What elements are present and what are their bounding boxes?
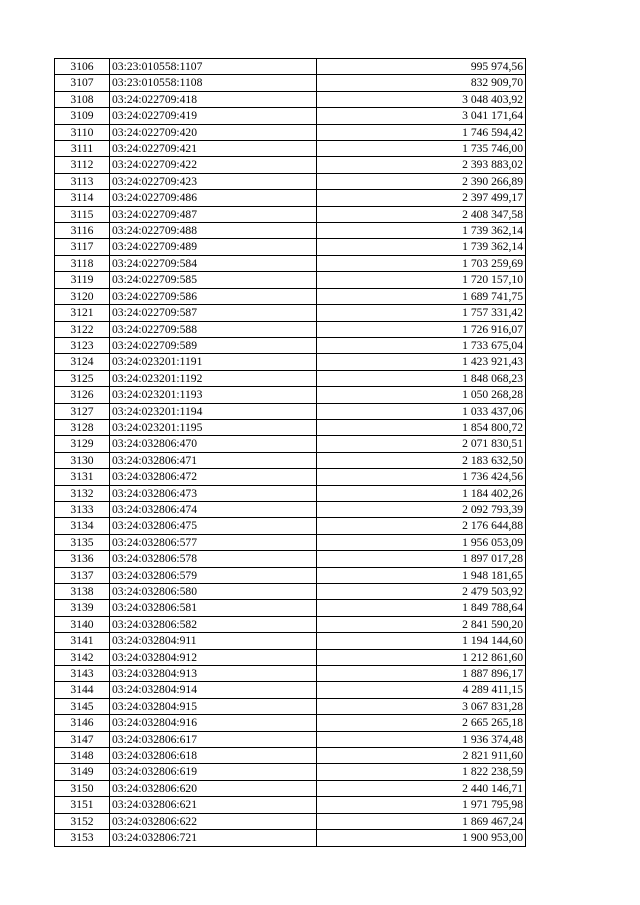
cadastral-value-cell: 1 746 594,42 bbox=[317, 124, 526, 140]
row-number-cell: 3113 bbox=[55, 173, 110, 189]
row-number-cell: 3141 bbox=[55, 633, 110, 649]
cadastral-value-cell: 2 176 644,88 bbox=[317, 518, 526, 534]
table-row bbox=[55, 124, 526, 140]
row-number-cell: 3116 bbox=[55, 223, 110, 239]
row-number-cell: 3148 bbox=[55, 748, 110, 764]
cadastral-value-cell: 1 033 437,06 bbox=[317, 403, 526, 419]
table-row bbox=[55, 387, 526, 403]
cadastral-value-cell: 2 665 265,18 bbox=[317, 715, 526, 731]
cadastral-value-cell: 2 393 883,02 bbox=[317, 157, 526, 173]
table-row bbox=[55, 616, 526, 632]
cadastral-number-cell: 03:24:022709:422 bbox=[110, 157, 317, 173]
cadastral-number-cell: 03:24:022709:586 bbox=[110, 288, 317, 304]
cadastral-number-cell: 03:24:023201:1194 bbox=[110, 403, 317, 419]
cadastral-value-cell: 1 689 741,75 bbox=[317, 288, 526, 304]
table-row bbox=[55, 354, 526, 370]
cadastral-number-cell: 03:24:032806:617 bbox=[110, 731, 317, 747]
cadastral-value-cell: 1 849 788,64 bbox=[317, 600, 526, 616]
table-row bbox=[55, 141, 526, 157]
table-row bbox=[55, 780, 526, 796]
cadastral-value-cell: 1 956 053,09 bbox=[317, 534, 526, 550]
row-number-cell: 3136 bbox=[55, 551, 110, 567]
cadastral-value-cell: 4 289 411,15 bbox=[317, 682, 526, 698]
cadastral-value-cell: 1 720 157,10 bbox=[317, 272, 526, 288]
table-row bbox=[55, 830, 526, 846]
cadastral-value-cell: 1 423 921,43 bbox=[317, 354, 526, 370]
cadastral-value-cell: 2 841 590,20 bbox=[317, 616, 526, 632]
row-number-cell: 3133 bbox=[55, 501, 110, 517]
table-row bbox=[55, 698, 526, 714]
row-number-cell: 3118 bbox=[55, 255, 110, 271]
cadastral-number-cell: 03:24:032806:581 bbox=[110, 600, 317, 616]
cadastral-value-cell: 1 848 068,23 bbox=[317, 370, 526, 386]
table-row bbox=[55, 518, 526, 534]
row-number-cell: 3120 bbox=[55, 288, 110, 304]
cadastral-number-cell: 03:24:032806:621 bbox=[110, 797, 317, 813]
cadastral-number-cell: 03:24:022709:584 bbox=[110, 255, 317, 271]
cadastral-number-cell: 03:24:032806:582 bbox=[110, 616, 317, 632]
cadastral-value-cell: 1 936 374,48 bbox=[317, 731, 526, 747]
table-row bbox=[55, 91, 526, 107]
table-row bbox=[55, 649, 526, 665]
table-row bbox=[55, 731, 526, 747]
table-row bbox=[55, 469, 526, 485]
cadastral-value-cell: 2 440 146,71 bbox=[317, 780, 526, 796]
row-number-cell: 3106 bbox=[55, 59, 110, 75]
cadastral-number-cell: 03:24:022709:588 bbox=[110, 321, 317, 337]
row-number-cell: 3124 bbox=[55, 354, 110, 370]
cadastral-number-cell: 03:23:010558:1108 bbox=[110, 75, 317, 91]
cadastral-number-cell: 03:24:022709:585 bbox=[110, 272, 317, 288]
table-row bbox=[55, 305, 526, 321]
table-row bbox=[55, 452, 526, 468]
table-row bbox=[55, 682, 526, 698]
cadastral-value-cell: 1 736 424,56 bbox=[317, 469, 526, 485]
table-row bbox=[55, 485, 526, 501]
cadastral-value-cell: 1 184 402,26 bbox=[317, 485, 526, 501]
row-number-cell: 3147 bbox=[55, 731, 110, 747]
table-row bbox=[55, 337, 526, 353]
row-number-cell: 3109 bbox=[55, 108, 110, 124]
cadastral-value-table bbox=[54, 58, 526, 847]
row-number-cell: 3140 bbox=[55, 616, 110, 632]
cadastral-value-cell: 3 067 831,28 bbox=[317, 698, 526, 714]
row-number-cell: 3107 bbox=[55, 75, 110, 91]
cadastral-number-cell: 03:24:032804:914 bbox=[110, 682, 317, 698]
cadastral-number-cell: 03:24:032806:577 bbox=[110, 534, 317, 550]
cadastral-number-cell: 03:24:032806:622 bbox=[110, 813, 317, 829]
cadastral-value-cell: 1 194 144,60 bbox=[317, 633, 526, 649]
row-number-cell: 3132 bbox=[55, 485, 110, 501]
cadastral-number-cell: 03:24:032806:618 bbox=[110, 748, 317, 764]
row-number-cell: 3151 bbox=[55, 797, 110, 813]
cadastral-number-cell: 03:24:023201:1192 bbox=[110, 370, 317, 386]
table-row bbox=[55, 748, 526, 764]
table-row bbox=[55, 173, 526, 189]
cadastral-value-cell: 1 854 800,72 bbox=[317, 419, 526, 435]
cadastral-value-cell: 2 397 499,17 bbox=[317, 190, 526, 206]
cadastral-value-cell: 832 909,70 bbox=[317, 75, 526, 91]
cadastral-number-cell: 03:24:032804:911 bbox=[110, 633, 317, 649]
cadastral-number-cell: 03:24:032806:474 bbox=[110, 501, 317, 517]
table-row bbox=[55, 272, 526, 288]
cadastral-number-cell: 03:24:023201:1193 bbox=[110, 387, 317, 403]
table-row bbox=[55, 223, 526, 239]
row-number-cell: 3119 bbox=[55, 272, 110, 288]
table-row bbox=[55, 108, 526, 124]
cadastral-number-cell: 03:24:032806:578 bbox=[110, 551, 317, 567]
table-row bbox=[55, 288, 526, 304]
cadastral-number-cell: 03:24:032804:912 bbox=[110, 649, 317, 665]
cadastral-number-cell: 03:24:032806:475 bbox=[110, 518, 317, 534]
cadastral-value-cell: 2 071 830,51 bbox=[317, 436, 526, 452]
cadastral-number-cell: 03:24:022709:486 bbox=[110, 190, 317, 206]
row-number-cell: 3122 bbox=[55, 321, 110, 337]
cadastral-number-cell: 03:24:032806:580 bbox=[110, 584, 317, 600]
cadastral-number-cell: 03:24:032806:472 bbox=[110, 469, 317, 485]
cadastral-number-cell: 03:24:032806:471 bbox=[110, 452, 317, 468]
table-row bbox=[55, 534, 526, 550]
table-row bbox=[55, 59, 526, 75]
cadastral-number-cell: 03:23:010558:1107 bbox=[110, 59, 317, 75]
cadastral-value-cell: 1 971 795,98 bbox=[317, 797, 526, 813]
table-row bbox=[55, 239, 526, 255]
cadastral-number-cell: 03:24:022709:587 bbox=[110, 305, 317, 321]
row-number-cell: 3111 bbox=[55, 141, 110, 157]
cadastral-number-cell: 03:24:022709:489 bbox=[110, 239, 317, 255]
row-number-cell: 3127 bbox=[55, 403, 110, 419]
cadastral-value-cell: 2 183 632,50 bbox=[317, 452, 526, 468]
table-row bbox=[55, 551, 526, 567]
cadastral-number-cell: 03:24:022709:418 bbox=[110, 91, 317, 107]
row-number-cell: 3129 bbox=[55, 436, 110, 452]
row-number-cell: 3139 bbox=[55, 600, 110, 616]
table-row bbox=[55, 501, 526, 517]
cadastral-value-cell: 1 726 916,07 bbox=[317, 321, 526, 337]
cadastral-number-cell: 03:24:022709:487 bbox=[110, 206, 317, 222]
table-row bbox=[55, 666, 526, 682]
table-row bbox=[55, 764, 526, 780]
cadastral-number-cell: 03:24:023201:1195 bbox=[110, 419, 317, 435]
cadastral-value-cell: 1 735 746,00 bbox=[317, 141, 526, 157]
table-row bbox=[55, 190, 526, 206]
table-row bbox=[55, 797, 526, 813]
row-number-cell: 3142 bbox=[55, 649, 110, 665]
cadastral-number-cell: 03:24:023201:1191 bbox=[110, 354, 317, 370]
row-number-cell: 3134 bbox=[55, 518, 110, 534]
row-number-cell: 3149 bbox=[55, 764, 110, 780]
table-row bbox=[55, 370, 526, 386]
row-number-cell: 3146 bbox=[55, 715, 110, 731]
row-number-cell: 3137 bbox=[55, 567, 110, 583]
cadastral-value-cell: 2 479 503,92 bbox=[317, 584, 526, 600]
cadastral-value-cell: 1 739 362,14 bbox=[317, 239, 526, 255]
row-number-cell: 3125 bbox=[55, 370, 110, 386]
row-number-cell: 3144 bbox=[55, 682, 110, 698]
table-body bbox=[55, 59, 526, 847]
cadastral-value-cell: 1 869 467,24 bbox=[317, 813, 526, 829]
table-row bbox=[55, 600, 526, 616]
row-number-cell: 3150 bbox=[55, 780, 110, 796]
table-row bbox=[55, 584, 526, 600]
row-number-cell: 3130 bbox=[55, 452, 110, 468]
row-number-cell: 3131 bbox=[55, 469, 110, 485]
cadastral-value-cell: 1 733 675,04 bbox=[317, 337, 526, 353]
table-row bbox=[55, 75, 526, 91]
row-number-cell: 3143 bbox=[55, 666, 110, 682]
cadastral-number-cell: 03:24:022709:423 bbox=[110, 173, 317, 189]
cadastral-value-cell: 1 703 259,69 bbox=[317, 255, 526, 271]
cadastral-number-cell: 03:24:022709:420 bbox=[110, 124, 317, 140]
row-number-cell: 3112 bbox=[55, 157, 110, 173]
cadastral-value-cell: 1 050 268,28 bbox=[317, 387, 526, 403]
cadastral-value-cell: 3 048 403,92 bbox=[317, 91, 526, 107]
cadastral-number-cell: 03:24:032806:579 bbox=[110, 567, 317, 583]
cadastral-value-cell: 3 041 171,64 bbox=[317, 108, 526, 124]
row-number-cell: 3115 bbox=[55, 206, 110, 222]
cadastral-number-cell: 03:24:032806:473 bbox=[110, 485, 317, 501]
cadastral-value-cell: 1 212 861,60 bbox=[317, 649, 526, 665]
row-number-cell: 3108 bbox=[55, 91, 110, 107]
cadastral-value-cell: 1 897 017,28 bbox=[317, 551, 526, 567]
cadastral-value-cell: 1 948 181,65 bbox=[317, 567, 526, 583]
table-row bbox=[55, 633, 526, 649]
row-number-cell: 3126 bbox=[55, 387, 110, 403]
cadastral-number-cell: 03:24:032804:913 bbox=[110, 666, 317, 682]
table-row bbox=[55, 206, 526, 222]
row-number-cell: 3135 bbox=[55, 534, 110, 550]
table-row bbox=[55, 419, 526, 435]
row-number-cell: 3110 bbox=[55, 124, 110, 140]
cadastral-number-cell: 03:24:022709:488 bbox=[110, 223, 317, 239]
cadastral-value-cell: 2 408 347,58 bbox=[317, 206, 526, 222]
table-row bbox=[55, 403, 526, 419]
cadastral-number-cell: 03:24:022709:589 bbox=[110, 337, 317, 353]
cadastral-number-cell: 03:24:032804:916 bbox=[110, 715, 317, 731]
cadastral-value-cell: 1 900 953,00 bbox=[317, 830, 526, 846]
cadastral-number-cell: 03:24:032806:470 bbox=[110, 436, 317, 452]
table-row bbox=[55, 567, 526, 583]
cadastral-number-cell: 03:24:032806:619 bbox=[110, 764, 317, 780]
row-number-cell: 3128 bbox=[55, 419, 110, 435]
row-number-cell: 3114 bbox=[55, 190, 110, 206]
cadastral-value-cell: 1 739 362,14 bbox=[317, 223, 526, 239]
table-row bbox=[55, 321, 526, 337]
table-row bbox=[55, 436, 526, 452]
row-number-cell: 3153 bbox=[55, 830, 110, 846]
cadastral-number-cell: 03:24:032806:620 bbox=[110, 780, 317, 796]
table-row bbox=[55, 813, 526, 829]
row-number-cell: 3123 bbox=[55, 337, 110, 353]
cadastral-value-cell: 1 757 331,42 bbox=[317, 305, 526, 321]
cadastral-value-cell: 2 821 911,60 bbox=[317, 748, 526, 764]
table-row bbox=[55, 255, 526, 271]
row-number-cell: 3138 bbox=[55, 584, 110, 600]
row-number-cell: 3121 bbox=[55, 305, 110, 321]
row-number-cell: 3152 bbox=[55, 813, 110, 829]
cadastral-number-cell: 03:24:032804:915 bbox=[110, 698, 317, 714]
row-number-cell: 3117 bbox=[55, 239, 110, 255]
cadastral-number-cell: 03:24:032806:721 bbox=[110, 830, 317, 846]
cadastral-value-cell: 1 822 238,59 bbox=[317, 764, 526, 780]
cadastral-value-cell: 2 092 793,39 bbox=[317, 501, 526, 517]
table-row bbox=[55, 715, 526, 731]
cadastral-number-cell: 03:24:022709:419 bbox=[110, 108, 317, 124]
cadastral-value-cell: 995 974,56 bbox=[317, 59, 526, 75]
cadastral-value-cell: 2 390 266,89 bbox=[317, 173, 526, 189]
cadastral-value-cell: 1 887 896,17 bbox=[317, 666, 526, 682]
row-number-cell: 3145 bbox=[55, 698, 110, 714]
table-row bbox=[55, 157, 526, 173]
cadastral-number-cell: 03:24:022709:421 bbox=[110, 141, 317, 157]
